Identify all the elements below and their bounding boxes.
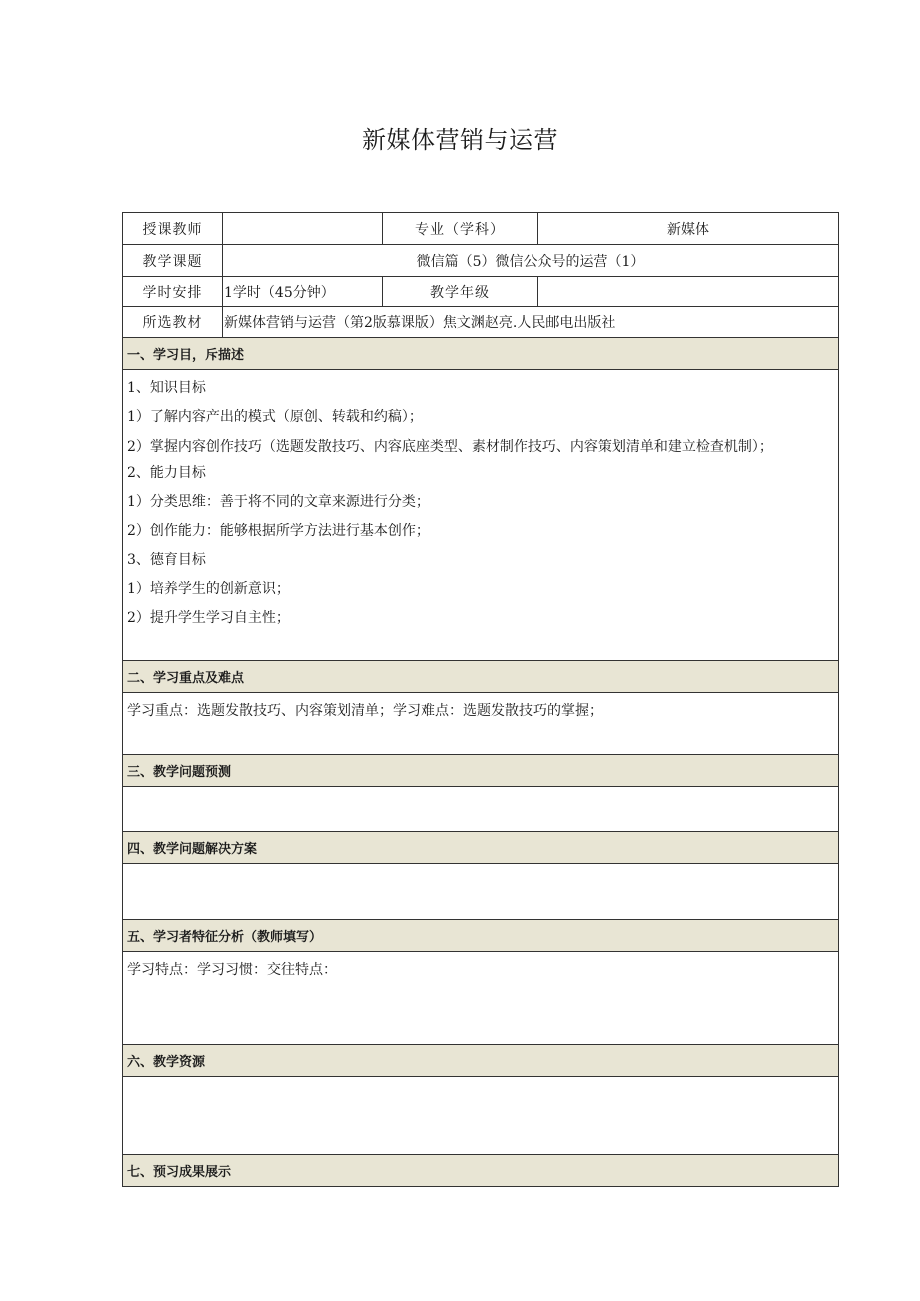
- section-1-title: 一、学习目，斥描述: [123, 338, 839, 370]
- hours-value[interactable]: 1学时（45分钟）: [223, 277, 383, 307]
- objective-line: 2）提升学生学习自主性；: [127, 610, 290, 626]
- key-points-text: 学习重点：选题发散技巧、内容策划清单；学习难点：选题发散技巧的掌握；: [127, 703, 603, 719]
- section-5-body: [123, 952, 839, 1045]
- teacher-label: 授课教师: [123, 213, 223, 245]
- section-7-title: 七、预习成果展示: [123, 1155, 839, 1187]
- section-5-content[interactable]: [123, 952, 839, 1045]
- section-2-title: 二、学习重点及难点: [123, 661, 839, 693]
- section-4-content[interactable]: [123, 864, 839, 920]
- document-title: 新媒体营销与运营: [362, 126, 558, 154]
- topic-value[interactable]: 微信篇（5）微信公众号的运营（1）: [223, 245, 839, 277]
- row-topic: [123, 245, 839, 277]
- objective-line: 1、知识目标: [127, 380, 206, 396]
- objective-line: 3、德育目标: [127, 552, 206, 568]
- section-4-body: [123, 864, 839, 920]
- section-3-body: [123, 787, 839, 832]
- section-4-title: 四、教学问题解决方案: [123, 832, 839, 864]
- section-3-content[interactable]: [123, 787, 839, 832]
- major-value[interactable]: 新媒体: [538, 213, 839, 245]
- section-3-header: [123, 755, 839, 787]
- objective-line: 2）创作能力：能够根据所学方法进行基本创作；: [127, 523, 430, 539]
- section-3-title: 三、教学问题预测: [123, 755, 839, 787]
- row-hours: [123, 277, 839, 307]
- objective-line: 2、能力目标: [127, 465, 206, 481]
- objective-line: 2）掌握内容创作技巧（选题发散技巧、内容底座类型、素材制作技巧、内容策划清单和建立检查机制）；: [127, 439, 773, 455]
- topic-label: 教学课题: [123, 245, 223, 277]
- major-label: 专业（学科）: [383, 213, 538, 245]
- textbook-value[interactable]: 新媒体营销与运营（第2版慕课版）焦文渊赵亮.人民邮电出版社: [223, 307, 839, 338]
- section-5-header: [123, 920, 839, 952]
- section-4-header: [123, 832, 839, 864]
- objective-line: 1）了解内容产出的模式（原创、转载和约稿）；: [127, 409, 423, 425]
- objective-line: 1）分类思维：善于将不同的文章来源进行分类；: [127, 494, 430, 510]
- grade-value[interactable]: [538, 277, 839, 307]
- section-2-content[interactable]: [123, 693, 839, 755]
- section-7-header: [123, 1155, 839, 1187]
- grade-label: 教学年级: [383, 277, 538, 307]
- section-6-body: [123, 1077, 839, 1155]
- section-1-header: [123, 338, 839, 370]
- section-1-content[interactable]: [123, 370, 839, 661]
- teacher-value[interactable]: [223, 213, 383, 245]
- section-2-header: [123, 661, 839, 693]
- section-6-header: [123, 1045, 839, 1077]
- textbook-label: 所选教材: [123, 307, 223, 338]
- row-textbook: [123, 307, 839, 338]
- section-6-content[interactable]: [123, 1077, 839, 1155]
- section-5-title: 五、学习者特征分析（教师填写）: [123, 920, 839, 952]
- section-2-body: [123, 693, 839, 755]
- lesson-plan-table: [122, 212, 839, 1187]
- section-1-body: [123, 370, 839, 661]
- objective-line: 1）培养学生的创新意识；: [127, 581, 290, 597]
- hours-label: 学时安排: [123, 277, 223, 307]
- section-6-title: 六、教学资源: [123, 1045, 839, 1077]
- learner-traits-text: 学习特点：学习习惯：交往特点：: [127, 962, 337, 978]
- row-teacher: [123, 213, 839, 245]
